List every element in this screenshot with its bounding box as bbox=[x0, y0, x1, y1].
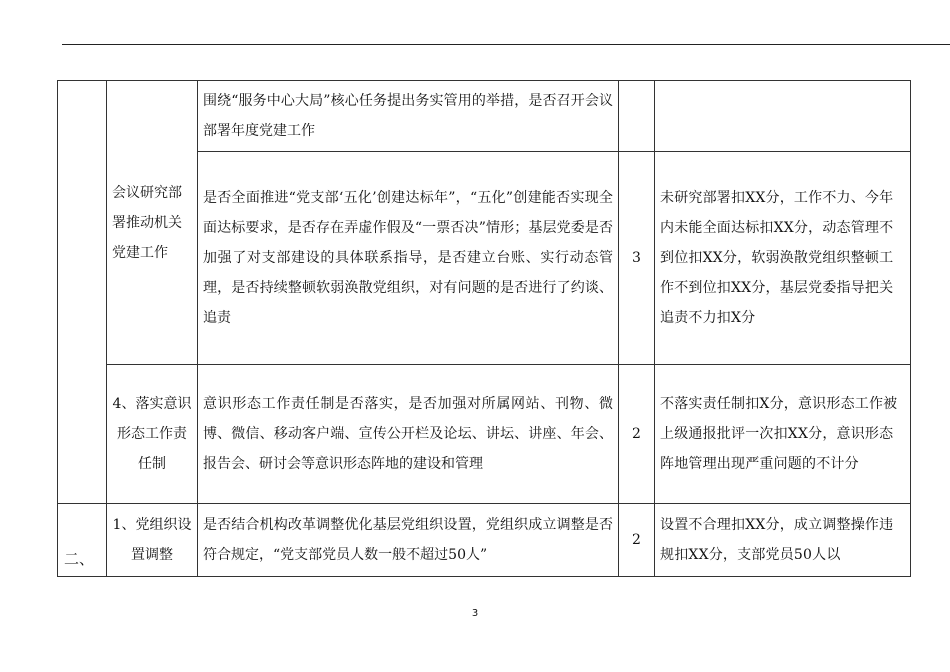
score-cell bbox=[619, 504, 655, 577]
indicator-text: 围绕“服务中心大局”核心任务提出务实管用的举措，是否召开会议部署年度党建工作 bbox=[203, 93, 613, 139]
table-row bbox=[58, 81, 911, 152]
assessment-table bbox=[57, 80, 911, 577]
section-cell bbox=[58, 504, 107, 577]
score-cell bbox=[619, 152, 655, 365]
indicator-cell bbox=[198, 365, 619, 504]
page-number: 3 bbox=[471, 608, 479, 619]
rule-cell bbox=[655, 365, 911, 504]
indicator-text: 是否全面推进“党支部‘五化’创建达标年”，“五化”创建能否实现全面达标要求，是否存在弄虚作假及“一票否决”情形；基层党委是否加强了对支部建设的具体联系指导，是否建立台账、实行动态管理，是否持续整顿软弱涣散党组织，对有问题的是否进行了约谈、追责 bbox=[203, 190, 613, 326]
table-row bbox=[58, 365, 911, 504]
score-cell bbox=[619, 365, 655, 504]
item-cell bbox=[107, 504, 198, 577]
item-cell bbox=[107, 365, 198, 504]
header-rule bbox=[62, 44, 950, 45]
section-cell bbox=[58, 81, 107, 504]
item-text: 1、党组织设置调整 bbox=[112, 517, 192, 563]
rule-cell bbox=[655, 152, 911, 365]
indicator-cell bbox=[198, 152, 619, 365]
indicator-cell bbox=[198, 81, 619, 152]
score-text: 3 bbox=[632, 250, 641, 266]
score-text: 2 bbox=[632, 532, 641, 548]
rule-text: 不落实责任制扣X分，意识形态工作被上级通报批评一次扣XX分，意识形态阵地管理出现严重问题的不计分 bbox=[660, 396, 898, 472]
score-cell bbox=[619, 81, 655, 152]
item-cell bbox=[107, 81, 198, 365]
section-number: 二、 bbox=[64, 550, 95, 568]
indicator-cell bbox=[198, 504, 619, 577]
rule-cell bbox=[655, 504, 911, 577]
indicator-text: 意识形态工作责任制是否落实，是否加强对所属网站、刊物、微博、微信、移动客户端、宣传公开栏及论坛、讲坛、讲座、年会、报告会、研讨会等意识形态阵地的建设和管理 bbox=[203, 396, 613, 472]
item-text: 会议研究部署推动机关党建工作 bbox=[112, 184, 182, 261]
rule-cell bbox=[655, 81, 911, 152]
rule-text: 未研究部署扣XX分，工作不力、今年内未能全面达标扣XX分，动态管理不到位扣XX分，软弱涣散党组织整顿工作不到位扣XX分，基层党委指导把关追责不力扣X分 bbox=[660, 190, 894, 326]
indicator-text: 是否结合机构改革调整优化基层党组织设置，党组织成立调整是否符合规定，“党支部党员人数一般不超过50人” bbox=[203, 517, 613, 563]
rule-text: 设置不合理扣XX分，成立调整操作违规扣XX分，支部党员50人以 bbox=[660, 517, 894, 563]
score-text: 2 bbox=[632, 426, 641, 442]
item-text: 4、落实意识形态工作责任制 bbox=[112, 396, 192, 472]
table-row bbox=[58, 504, 911, 577]
